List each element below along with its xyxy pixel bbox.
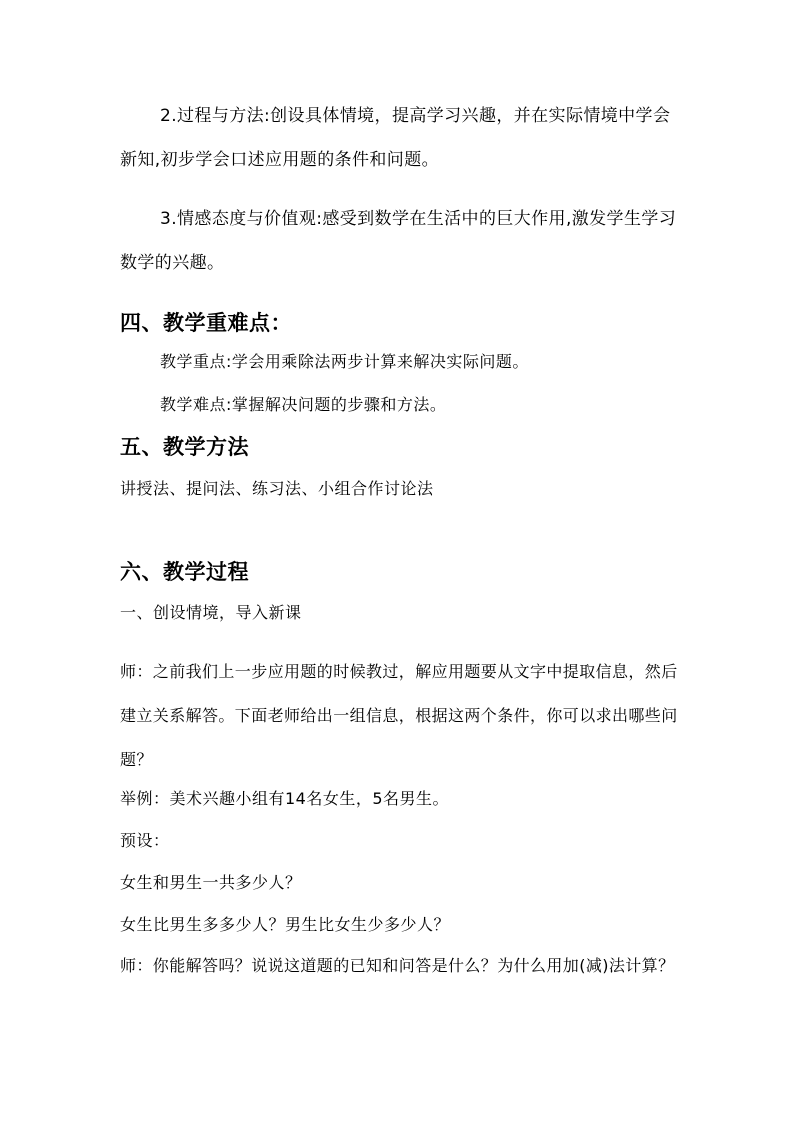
example-text: 举例：美术兴趣小组有14名女生，5名男生。 <box>120 789 450 808</box>
section-heading-teaching-process: 六、教学过程 <box>120 559 249 584</box>
teaching-methods-text: 讲授法、提问法、练习法、小组合作讨论法 <box>120 479 434 498</box>
section-heading-key-difficult-points: 四、教学重难点： <box>120 310 292 335</box>
objective-emotion-values: 3.情感态度与价值观:感受到数学在生活中的巨大作用,激发学生学习数学的兴趣。 <box>120 209 677 273</box>
difficulty-point-text: 教学难点:掌握解决问题的步骤和方法。 <box>160 395 447 414</box>
section-heading-teaching-methods: 五、教学方法 <box>120 434 249 459</box>
teacher-intro-text: 师：之前我们上一步应用题的时候教过，解应用题要从文字中提取信息，然后建立关系解答。下面老师给出一组信息，根据这两个条件，你可以求出哪些问题？ <box>120 662 678 769</box>
process-step-title: 一、创设情境，导入新课 <box>120 603 302 622</box>
teacher-question-text: 师：你能解答吗？说说这道题的已知和问答是什么？为什么用加(减)法计算？ <box>120 956 675 975</box>
objective-process-method: 2.过程与方法:创设具体情境，提高学习兴趣，并在实际情境中学会新知,初步学会口述应用题的条件和问题。 <box>120 106 671 170</box>
preset-question-total: 女生和男生一共多少人？ <box>120 873 302 892</box>
preset-label: 预设： <box>120 831 170 850</box>
preset-question-difference: 女生比男生多多少人？男生比女生少多少人？ <box>120 915 451 934</box>
key-point-text: 教学重点:学会用乘除法两步计算来解决实际问题。 <box>160 352 529 371</box>
